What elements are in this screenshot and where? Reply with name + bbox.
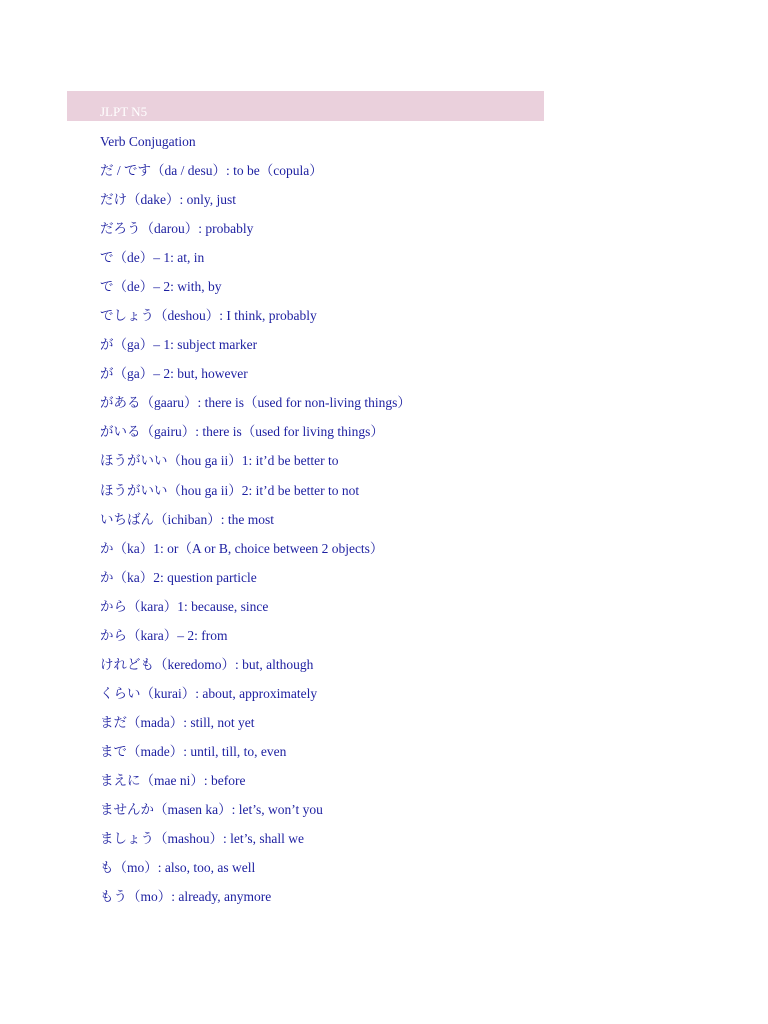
section-title: Verb Conjugation — [100, 134, 196, 149]
grammar-entry: から（kara）1: because, since — [100, 598, 269, 614]
grammar-entry: いちばん（ichiban）: the most — [100, 511, 274, 527]
grammar-entry: も（mo）: also, too, as well — [100, 860, 256, 876]
grammar-entry: で（de）– 1: at, in — [100, 250, 205, 266]
grammar-entry: がいる（gairu）: there is（used for living things） — [100, 424, 384, 440]
header-title: JLPT N5 — [100, 104, 148, 119]
grammar-entry: で（de）– 2: with, by — [100, 279, 222, 295]
grammar-entry: が（ga）– 2: but, however — [100, 366, 248, 382]
grammar-entry: でしょう（deshou）: I think, probably — [100, 308, 317, 324]
grammar-entry: だろう（darou）: probably — [100, 221, 254, 237]
grammar-entry: もう（mo）: already, anymore — [100, 889, 272, 905]
grammar-entry: まで（made）: until, till, to, even — [100, 743, 287, 759]
grammar-entry: がある（gaaru）: there is（used for non-living things） — [100, 395, 411, 411]
grammar-entry: ましょう（mashou）: let’s, shall we — [100, 831, 304, 847]
grammar-entry: ほうがいい（hou ga ii）1: it’d be better to — [100, 453, 339, 469]
grammar-entry: まえに（mae ni）: before — [100, 772, 246, 788]
grammar-entry: だ / です（da / desu）: to be（copula） — [100, 163, 323, 178]
grammar-entry: だけ（dake）: only, just — [100, 192, 236, 208]
grammar-entry: くらい（kurai）: about, approximately — [100, 685, 318, 701]
grammar-entry: か（ka）1: or（A or B, choice between 2 objects） — [100, 540, 384, 556]
grammar-entry: が（ga）– 1: subject marker — [100, 337, 258, 353]
grammar-list-content — [100, 134, 660, 918]
grammar-entry-list — [100, 163, 660, 905]
grammar-entry: ませんか（masen ka）: let’s, won’t you — [100, 802, 323, 818]
header-band — [67, 91, 544, 121]
grammar-entry: ほうがいい（hou ga ii）2: it’d be better to not — [100, 482, 360, 498]
grammar-entry: けれども（keredomo）: but, although — [100, 656, 314, 672]
grammar-entry: まだ（mada）: still, not yet — [100, 714, 255, 730]
grammar-entry: から（kara）– 2: from — [100, 627, 228, 643]
grammar-entry: か（ka）2: question particle — [100, 569, 257, 585]
